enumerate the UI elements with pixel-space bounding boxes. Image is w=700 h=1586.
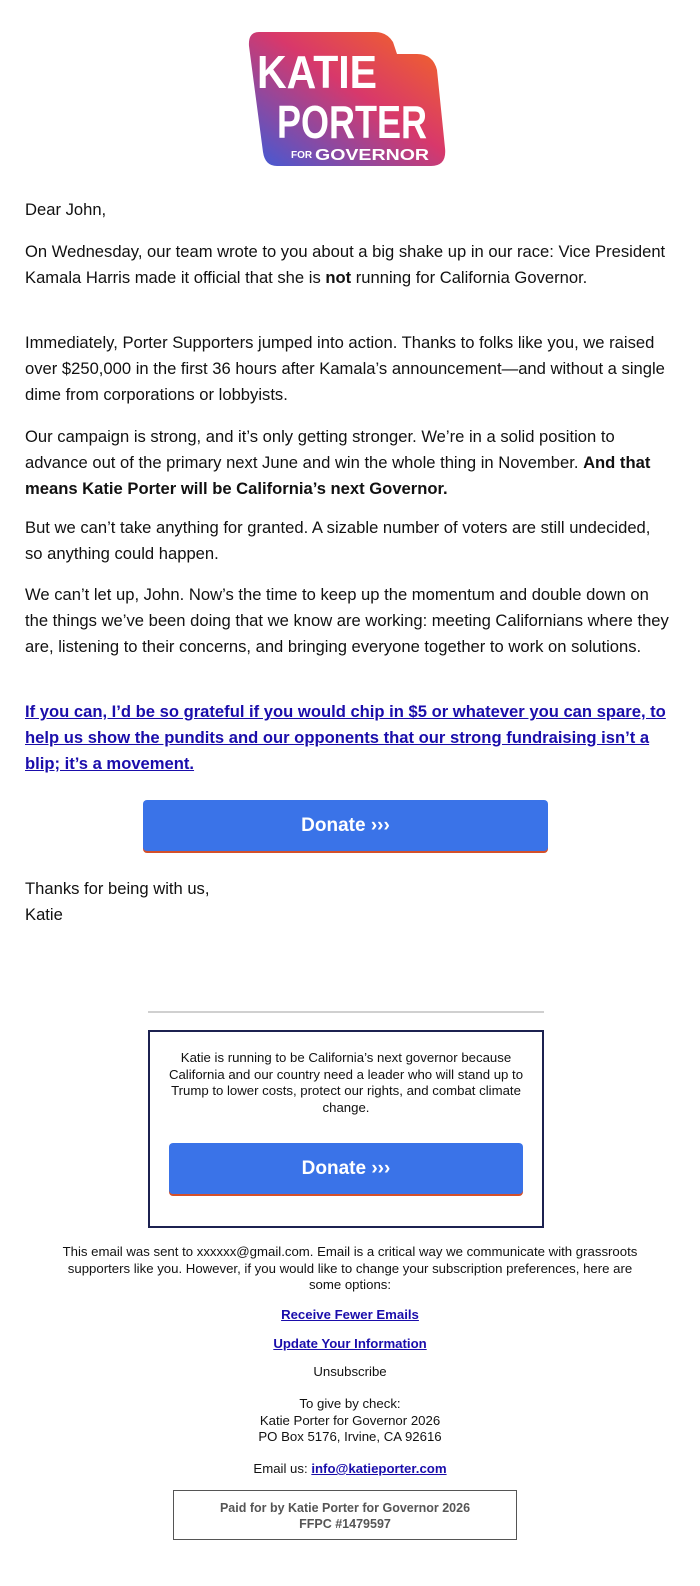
callout-text: Katie is running to be California’s next governor because California and our country need a leader who will stand up to Trump to lower costs, protect our rights, and combat climate change. [168, 1050, 524, 1115]
callout-donate-button[interactable]: Donate ››› [169, 1143, 523, 1194]
paragraph-5: We can’t let up, John. Now’s the time to keep up the momentum and double down on the things we’ve been doing that we know are working: meeting Californians where they are, listening to their concerns, and bringing everyone together to work on solutions. [25, 585, 669, 656]
contact-email-link[interactable]: info@katieporter.com [311, 1461, 447, 1476]
receive-fewer-emails-link[interactable]: Receive Fewer Emails [281, 1307, 419, 1322]
katie-porter-logo [247, 30, 447, 170]
p3-text: Our campaign is strong, and it’s only getting stronger. We’re in a solid position to advance out of the primary next June and win the whole thing in November. [25, 427, 615, 472]
check-address: PO Box 5176, Irvine, CA 92616 [258, 1429, 442, 1444]
donate-callout-box [148, 1030, 544, 1228]
signoff-name: Katie [25, 905, 63, 924]
p1-text-a: On Wednesday, our team wrote to you about a big shake up in our race: Vice President Kamala Harris made it official that she is [25, 242, 666, 287]
check-name: Katie Porter for Governor 2026 [259, 1413, 441, 1428]
signoff-line: Thanks for being with us, [25, 879, 210, 898]
paid-line-2: FFPC #1479597 [299, 1517, 391, 1531]
donate-button[interactable]: Donate ››› [143, 800, 548, 851]
paid-for-disclaimer [173, 1490, 517, 1540]
paragraph-1 [25, 239, 670, 291]
email-notice: This email was sent to xxxxxx@gmail.com. Email is a critical way we communicate with grassroots supporters like you. However, if you would like to change your subscription preferences, here are some options: [62, 1244, 638, 1292]
logo-line-porter: PORTER [277, 96, 427, 148]
greeting: Dear John, [25, 200, 107, 219]
paragraph-4: But we can’t take anything for granted. A sizable number of voters are still undecided, so anything could happen. [25, 518, 651, 563]
update-information-link[interactable]: Update Your Information [273, 1336, 427, 1351]
email-us-label: Email us: [253, 1461, 312, 1476]
unsubscribe-link[interactable]: Unsubscribe [313, 1364, 387, 1379]
email-us-line [60, 1461, 640, 1478]
logo-line-governor: GOVERNOR [315, 147, 430, 164]
paragraph-3 [25, 424, 670, 502]
p1-text-b: running for California Governor. [351, 268, 588, 287]
logo-for: FOR [291, 150, 313, 161]
footer-divider [148, 1011, 544, 1013]
logo-line-katie: KATIE [257, 46, 377, 98]
check-intro: To give by check: [299, 1396, 401, 1411]
p1-bold: not [325, 268, 352, 287]
paid-line-1: Paid for by Katie Porter for Governor 2026 [219, 1501, 471, 1515]
p3-bold: And that means Katie Porter will be California’s next Governor. [25, 453, 651, 498]
donate-ask-link[interactable]: If you can, I’d be so grateful if you would chip in $5 or whatever you can spare, to help us show the pundits and our opponents that our strong fundraising isn’t a blip; it’s a movement. [25, 702, 666, 773]
paragraph-2: Immediately, Porter Supporters jumped into action. Thanks to folks like you, we raised over $250,000 in the first 36 hours after Kamala’s announcement—and without a single dime from corporations or lobbyists. [25, 333, 665, 404]
